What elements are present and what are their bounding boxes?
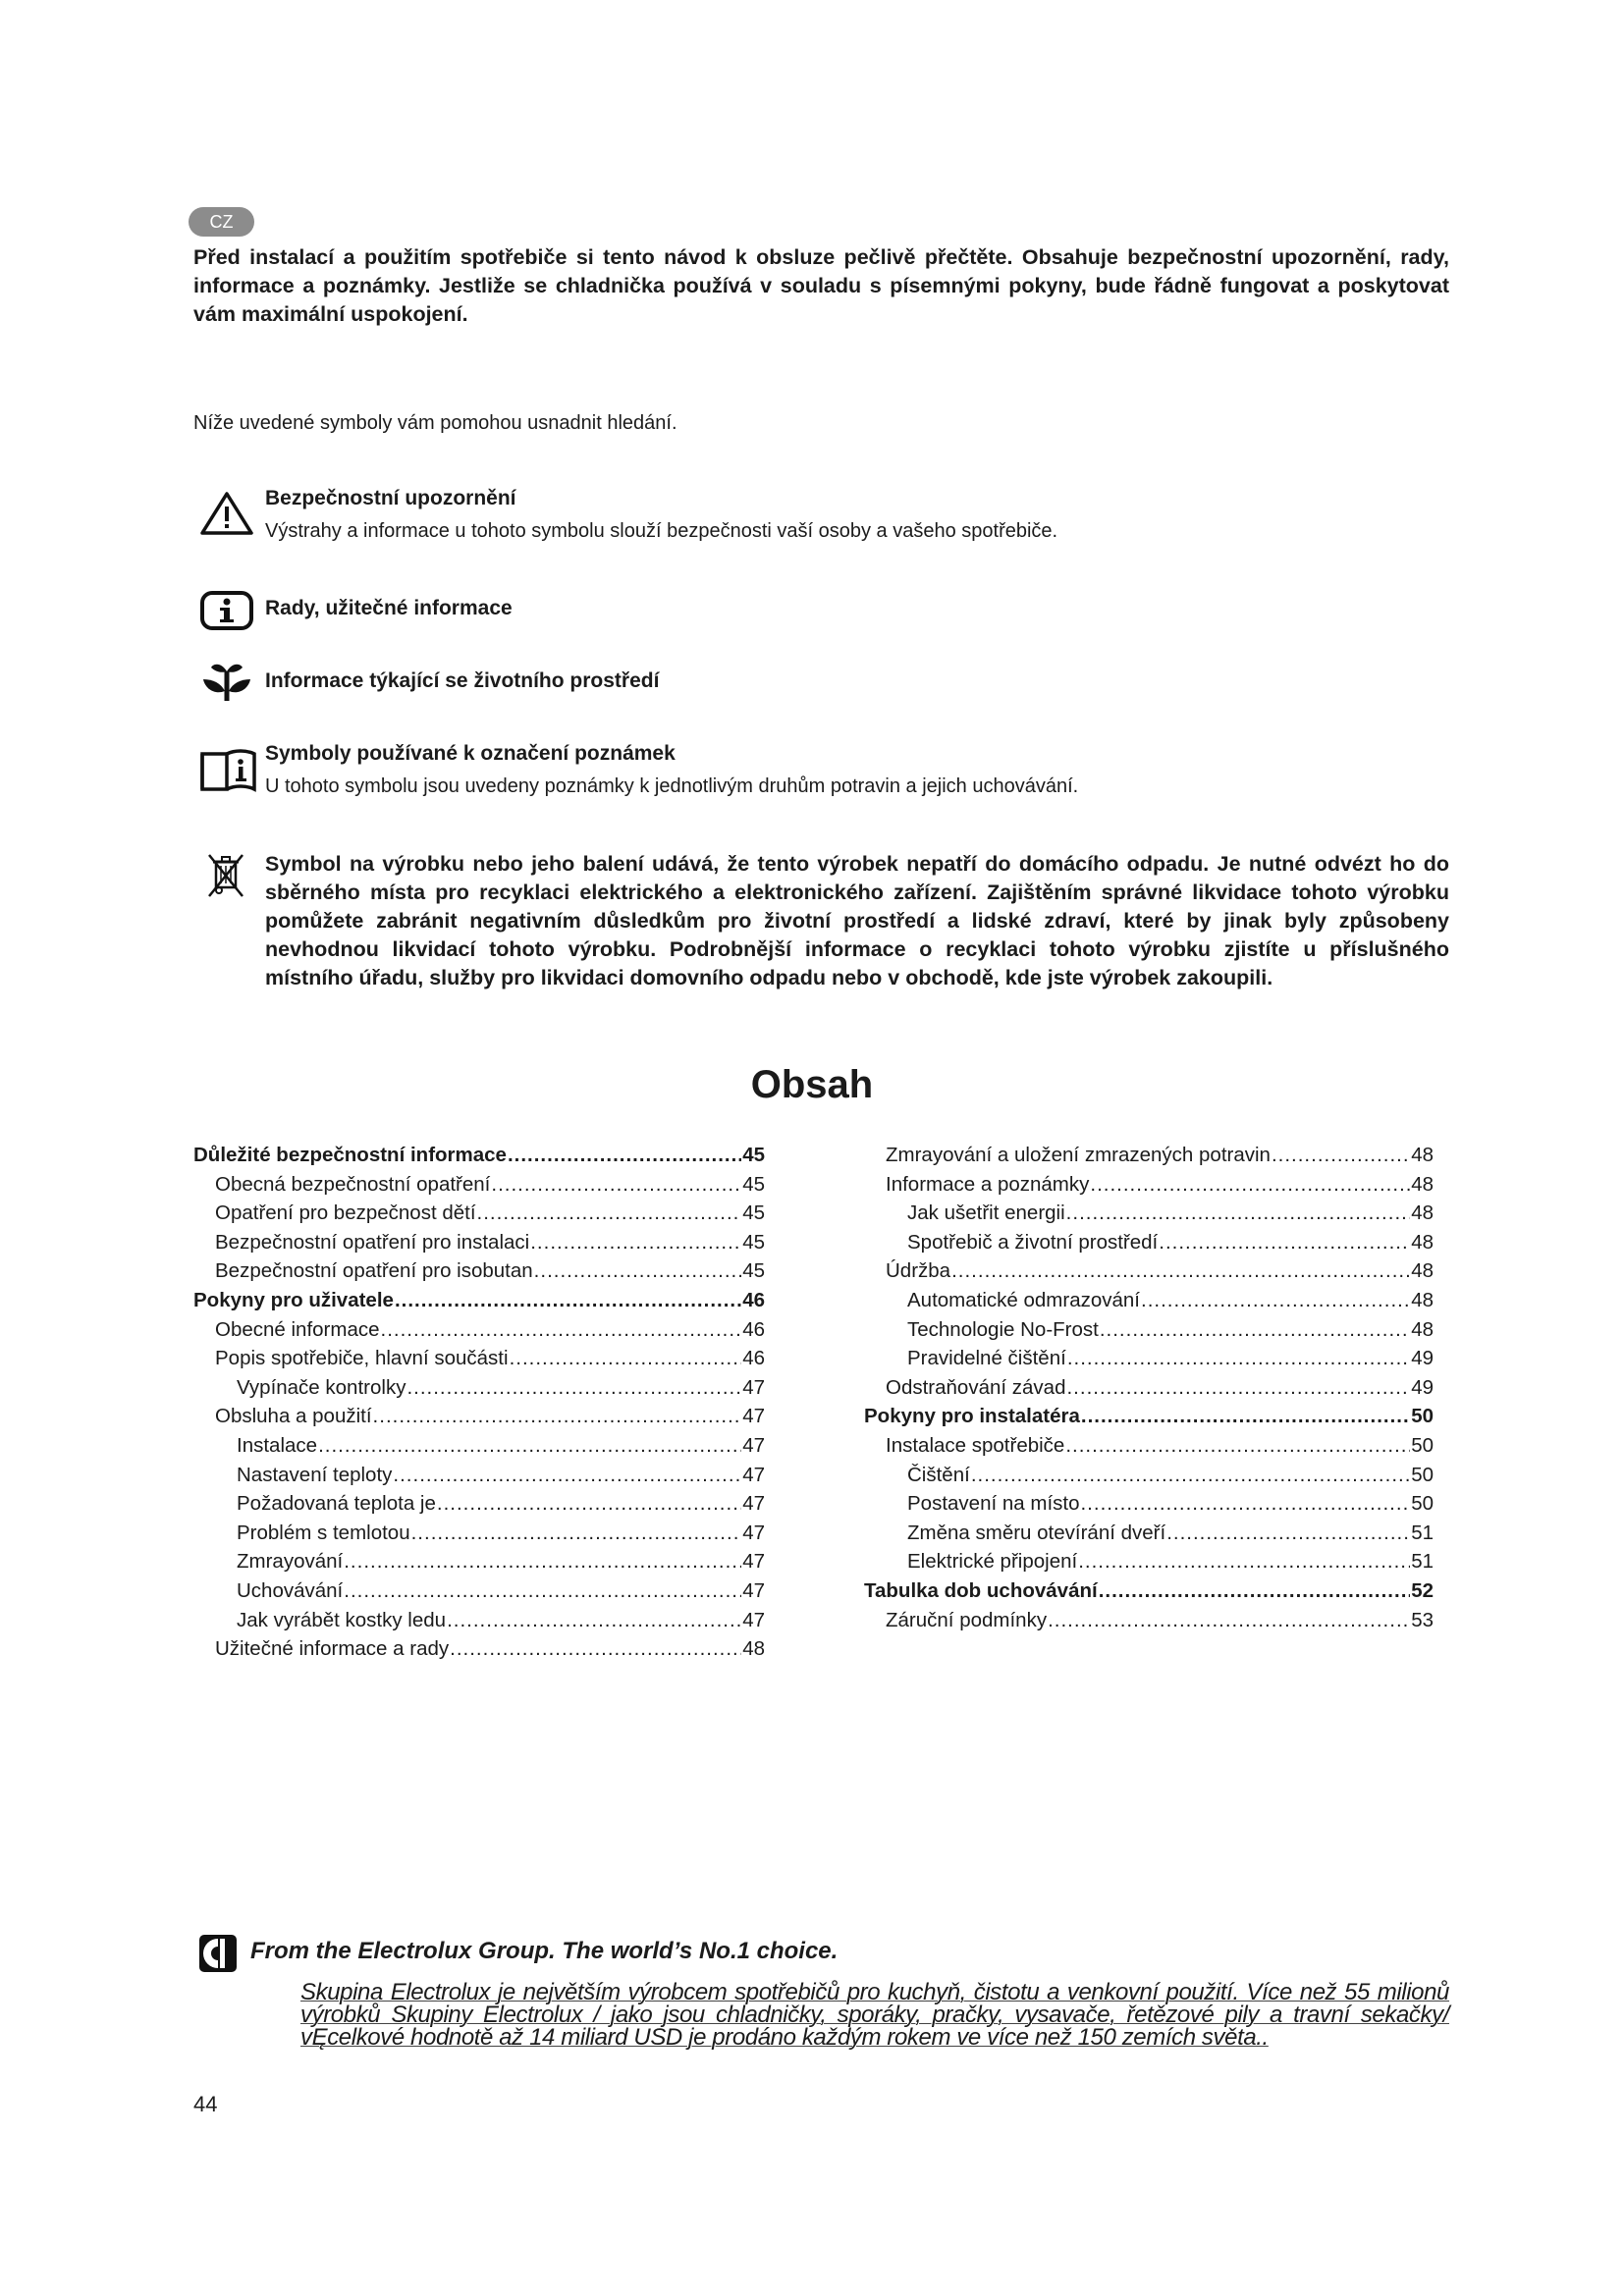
toc-entry-page: 45: [742, 1259, 765, 1283]
toc-entry-page: 47: [742, 1463, 765, 1486]
toc-entry-page: 47: [742, 1375, 765, 1399]
environment-plant-icon: [199, 658, 254, 710]
toc-entry-label: Instalace: [237, 1433, 318, 1457]
toc-entry: [193, 1201, 765, 1231]
toc-entry: [864, 1550, 1434, 1579]
footer-description: Skupina Electrolux je největším výrobcem spotřebičů pro kuchyň, čistotu a venkovní použití. Více než 55 milionů výrobků Skupiny Electrolux / jako jsou chladničky, sporáky, pračky, vysavače, řetězové pily a travní sekačky/ vĘcelkové hodnotě až 14 miliard USD je prodáno každým rokem ve více než 150 zemích světa..: [300, 1979, 1449, 2051]
toc-entry-page: 48: [1411, 1288, 1434, 1311]
toc-entry-page: 47: [742, 1405, 765, 1428]
toc-leader-dots: [477, 1201, 742, 1225]
toc-leader-dots: [951, 1259, 1410, 1283]
toc-entry-label: Postavení na místo: [907, 1492, 1080, 1516]
toc-entry-label: Obsluha a použití: [215, 1405, 372, 1428]
toc-entry-label: Nastavení teploty: [237, 1463, 393, 1486]
toc-leader-dots: [1141, 1289, 1410, 1312]
toc-entry-label: Jak ušetřit energii: [907, 1201, 1065, 1225]
toc-entry-page: 51: [1411, 1550, 1434, 1574]
toc-entry: [193, 1579, 765, 1609]
toc-leader-dots: [1100, 1318, 1410, 1342]
toc-entry: [864, 1231, 1434, 1260]
weee-disposal-paragraph: Symbol na výrobku nebo jeho balení udává, že tento výrobek nepatří do domácího odpadu. Je nutné odvézt ho do sběrného místa pro recyklaci elektrického a elektronického zařízení. Zajištěním správné likvidace tohoto výrobku pomůžete zabránit negativním důsledkům pro životní prostředí a lidské zdraví, které by jinak byly způsobeny nevhodnou likvidací tohoto výrobku. Podrobnější informace o recyklaci tohoto výrobku zjistíte u příslušného místního úřadu, služby pro likvidaci domovního odpadu nebo v obchodě, kde jste výrobek zakoupili.: [265, 852, 1449, 989]
toc-entry: [193, 1144, 765, 1173]
footer-slogan: From the Electrolux Group. The world’s No.1 choice.: [250, 1938, 839, 1964]
toc-entry: [193, 1405, 765, 1434]
symbol-title: Informace týkající se životního prostředí: [265, 669, 660, 692]
toc-entry: [193, 1550, 765, 1579]
toc-entry-label: Jak vyrábět kostky ledu: [237, 1608, 447, 1631]
toc-entry-page: 47: [742, 1433, 765, 1457]
toc-entry: [864, 1464, 1434, 1493]
symbols-intro: Níže uvedené symboly vám pomohou usnadnit hledání.: [193, 412, 677, 434]
toc-entry-page: 48: [1411, 1144, 1434, 1166]
toc-entry: [864, 1434, 1434, 1464]
symbol-title: Symboly používané k označení poznámek: [265, 742, 676, 765]
toc-entry: [864, 1579, 1434, 1609]
toc-entry-page: 45: [742, 1144, 765, 1166]
toc-entry-label: Tabulka dob uchovávání: [864, 1578, 1098, 1602]
toc-entry-page: 48: [1411, 1259, 1434, 1283]
toc-entry-label: Automatické odmrazování: [907, 1288, 1141, 1311]
toc-leader-dots: [530, 1231, 741, 1255]
toc-leader-dots: [344, 1550, 741, 1574]
toc-entry-page: 46: [742, 1347, 765, 1370]
toc-entry: [864, 1492, 1434, 1522]
toc-entry-label: Čištění: [907, 1463, 970, 1486]
language-badge: CZ: [189, 207, 254, 237]
toc-entry-page: 50: [1411, 1405, 1434, 1428]
toc-entry-page: 45: [742, 1201, 765, 1225]
toc-entry-label: Změna směru otevírání dveří: [907, 1521, 1166, 1544]
toc-entry-label: Důležité bezpečnostní informace: [193, 1144, 507, 1166]
toc-entry-label: Požadovaná teplota je: [237, 1492, 436, 1516]
toc-entry-label: Zmrayování: [237, 1550, 344, 1574]
toc-entry-label: Informace a poznámky: [886, 1172, 1090, 1196]
toc-entry-page: 48: [1411, 1317, 1434, 1341]
toc-leader-dots: [381, 1318, 742, 1342]
toc-entry: [193, 1318, 765, 1348]
toc-entry-page: 45: [742, 1230, 765, 1254]
toc-entry-label: Obecné informace: [215, 1317, 380, 1341]
toc-title: Obsah: [750, 1063, 874, 1106]
toc-leader-dots: [450, 1637, 741, 1661]
toc-leader-dots: [373, 1405, 742, 1428]
toc-entry-page: 51: [1411, 1521, 1434, 1544]
toc-entry-label: Opatření pro bezpečnost dětí: [215, 1201, 476, 1225]
toc-entry-label: Popis spotřebiče, hlavní součásti: [215, 1347, 509, 1370]
toc-entry: [864, 1259, 1434, 1289]
toc-entry: [193, 1231, 765, 1260]
toc-entry: [193, 1173, 765, 1202]
toc-leader-dots: [534, 1259, 742, 1283]
toc-leader-dots: [1078, 1550, 1410, 1574]
toc-entry-page: 53: [1411, 1608, 1434, 1631]
book-info-icon: [199, 746, 258, 798]
toc-leader-dots: [1166, 1522, 1410, 1545]
toc-entry: [864, 1376, 1434, 1406]
toc-entry-label: Odstraňování závad: [886, 1375, 1066, 1399]
toc-entry-page: 52: [1411, 1578, 1434, 1602]
toc-entry-label: Spotřebič a životní prostředí: [907, 1230, 1159, 1254]
toc-entry-page: 48: [1411, 1172, 1434, 1196]
toc-leader-dots: [971, 1464, 1410, 1487]
toc-entry: [864, 1609, 1434, 1638]
toc-left-column: [193, 1144, 765, 1667]
info-icon: [199, 590, 254, 636]
toc-entry: [193, 1609, 765, 1638]
crossed-bin-icon: [206, 852, 245, 904]
toc-entry: [864, 1318, 1434, 1348]
toc-entry-label: Vypínače kontrolky: [237, 1375, 406, 1399]
toc-entry: [864, 1522, 1434, 1551]
symbol-description: U tohoto symbolu jsou uvedeny poznámky k jednotlivým druhům potravin a jejich uchovávání.: [265, 775, 1079, 797]
toc-entry-label: Pokyny pro uživatele: [193, 1288, 394, 1311]
toc-right-column: [864, 1144, 1434, 1637]
toc-entry-label: Instalace spotřebiče: [886, 1433, 1065, 1457]
toc-entry: [193, 1376, 765, 1406]
toc-entry: [193, 1492, 765, 1522]
toc-leader-dots: [411, 1522, 742, 1545]
toc-leader-dots: [393, 1464, 741, 1487]
toc-entry-label: Užitečné informace a rady: [215, 1637, 450, 1661]
toc-leader-dots: [1066, 1376, 1410, 1400]
toc-entry: [864, 1144, 1434, 1173]
toc-entry-label: Bezpečnostní opatření pro isobutan: [215, 1259, 533, 1283]
toc-entry-page: 46: [742, 1317, 765, 1341]
toc-entry-page: 47: [742, 1492, 765, 1516]
toc-entry-label: Elektrické připojení: [907, 1550, 1078, 1574]
toc-entry: [864, 1173, 1434, 1202]
toc-entry-label: Pravidelné čištění: [907, 1347, 1066, 1370]
toc-entry: [864, 1201, 1434, 1231]
intro-paragraph: Před instalací a použitím spotřebiče si tento návod k obsluze pečlivě přečtěte. Obsahuje bezpečnostní upozornění, rady, informace a poznámky. Jestliže se chladnička používá v souladu s písemnými pokyny, bude řádně fungovat a poskytovat vám maximální uspokojení.: [193, 245, 1449, 326]
toc-leader-dots: [1081, 1405, 1410, 1428]
symbol-description: Výstrahy a informace u tohoto symbolu slouží bezpečnosti vaší osoby a vašeho spotřebiče.: [265, 520, 1058, 542]
toc-leader-dots: [1067, 1347, 1410, 1370]
toc-leader-dots: [1066, 1201, 1411, 1225]
toc-entry-label: Uchovávání: [237, 1578, 344, 1602]
toc-entry-label: Pokyny pro instalatéra: [864, 1405, 1080, 1428]
toc-entry-page: 50: [1411, 1492, 1434, 1516]
toc-entry: [193, 1522, 765, 1551]
toc-entry-page: 48: [742, 1637, 765, 1661]
toc-entry-page: 48: [1411, 1201, 1434, 1225]
toc-entry-page: 49: [1411, 1347, 1434, 1370]
toc-entry-page: 49: [1411, 1375, 1434, 1399]
toc-entry: [193, 1289, 765, 1318]
toc-leader-dots: [1099, 1579, 1410, 1603]
toc-leader-dots: [437, 1492, 741, 1516]
toc-entry-label: Bezpečnostní opatření pro instalaci: [215, 1230, 530, 1254]
toc-entry-page: 50: [1411, 1463, 1434, 1486]
toc-entry-page: 48: [1411, 1230, 1434, 1254]
toc-entry: [193, 1464, 765, 1493]
toc-leader-dots: [1159, 1231, 1410, 1255]
toc-entry-label: Technologie No-Frost: [907, 1317, 1099, 1341]
toc-entry-page: 47: [742, 1550, 765, 1574]
toc-leader-dots: [1090, 1173, 1410, 1197]
toc-leader-dots: [1080, 1492, 1410, 1516]
toc-leader-dots: [344, 1579, 741, 1603]
toc-leader-dots: [491, 1173, 741, 1197]
toc-entry-label: Problém s temlotou: [237, 1521, 410, 1544]
toc-leader-dots: [1272, 1144, 1410, 1167]
toc-entry: [864, 1405, 1434, 1434]
warning-triangle-icon: [199, 491, 254, 541]
toc-entry-label: Záruční podmínky: [886, 1608, 1048, 1631]
toc-leader-dots: [508, 1144, 741, 1167]
toc-entry-page: 50: [1411, 1433, 1434, 1457]
symbol-title: Bezpečnostní upozornění: [265, 487, 516, 509]
toc-entry-page: 47: [742, 1578, 765, 1602]
toc-leader-dots: [447, 1609, 741, 1632]
toc-leader-dots: [510, 1347, 742, 1370]
toc-entry-label: Zmrayování a uložení zmrazených potravin: [886, 1144, 1271, 1166]
toc-entry-label: Údržba: [886, 1259, 951, 1283]
toc-leader-dots: [406, 1376, 741, 1400]
toc-leader-dots: [1048, 1609, 1410, 1632]
toc-entry-page: 47: [742, 1521, 765, 1544]
toc-leader-dots: [318, 1434, 741, 1458]
toc-entry-label: Obecná bezpečnostní opatření: [215, 1172, 491, 1196]
toc-leader-dots: [1065, 1434, 1410, 1458]
toc-entry: [193, 1434, 765, 1464]
toc-entry-page: 45: [742, 1172, 765, 1196]
symbol-title: Rady, užitečné informace: [265, 597, 513, 619]
electrolux-logo-icon: [198, 1934, 238, 1973]
toc-entry: [864, 1289, 1434, 1318]
toc-entry: [193, 1347, 765, 1376]
toc-entry: [193, 1637, 765, 1667]
toc-entry: [864, 1347, 1434, 1376]
toc-entry: [193, 1259, 765, 1289]
toc-entry-page: 46: [742, 1288, 765, 1311]
page-number: 44: [193, 2092, 218, 2116]
toc-leader-dots: [395, 1289, 741, 1312]
toc-entry-page: 47: [742, 1608, 765, 1631]
